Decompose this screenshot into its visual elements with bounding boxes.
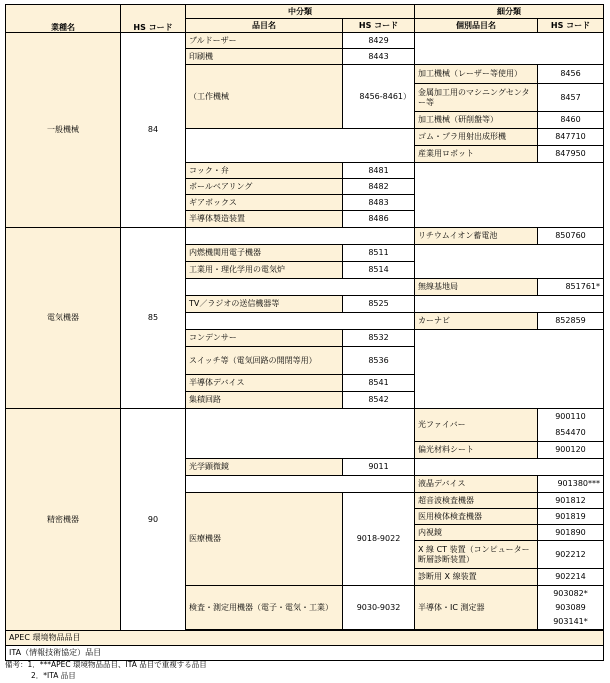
mid-hs: 8532 [343,330,415,347]
empty-cell [186,476,415,493]
note-line-1: 備考：1．***APEC 環境物品品目、ITA 品目で重複する品目 [5,660,207,669]
fine-item: 内視鏡 [415,525,538,541]
fine-hs: 847950 [538,146,604,163]
header-mid-category: 中分類 [186,5,415,19]
mid-item: コンデンサー [186,330,343,347]
mid-item: 集積回路 [186,392,343,409]
fine-hs: 851761* [538,279,604,296]
mid-hs: 8483 [343,195,415,211]
fine-hs-multi [538,586,604,630]
mid-hs: 9018-9022 [343,493,415,586]
fine-hs-multi [538,409,604,442]
mid-item: 医療機器 [186,493,343,586]
fine-hs: 901819 [538,509,604,525]
fine-item: 診断用 X 線装置 [415,569,538,586]
mid-hs: 9030-9032 [343,586,415,630]
mid-hs: 8481 [343,163,415,179]
empty-cell [415,296,604,313]
notes [5,659,207,681]
fine-hs: 900120 [538,442,604,459]
fine-hs: 8456 [538,65,604,84]
fine-hs: 901890 [538,525,604,541]
mid-item: ギアボックス [186,195,343,211]
mid-hs: 8542 [343,392,415,409]
fine-hs: 850760 [538,228,604,245]
mid-item: （工作機械 [186,65,343,129]
fine-item: 液晶デバイス [415,476,538,493]
hs-code-table [5,4,604,661]
fine-item: 加工機械（レーザー等使用） [415,65,538,84]
mid-item: コック・弁 [186,163,343,179]
fine-hs: 903089 [555,602,586,612]
header-fine-hs: HS コード [538,19,604,33]
empty-cell [415,245,604,279]
fine-hs: 902212 [538,541,604,569]
mid-item: ボールベアリング [186,179,343,195]
legend-apec: APEC 環境物品品目 [6,631,604,646]
empty-cell [415,330,604,409]
note-line-2: 2．*ITA 品目 [31,671,76,680]
section-precision-instruments: 精密機器 [6,409,121,631]
fine-item: 無線基地局 [415,279,538,296]
header-hs-code: HS コード [121,5,186,33]
fine-hs: 852859 [538,313,604,330]
mid-hs: 8443 [343,49,415,65]
mid-hs: 8541 [343,375,415,392]
section-precision-instruments-hs: 90 [121,409,186,631]
fine-item: リチウムイオン蓄電池 [415,228,538,245]
fine-hs: 900110 [555,412,586,421]
fine-item: 偏光材料シート [415,442,538,459]
empty-cell [186,279,415,296]
mid-hs: 8536 [343,347,415,375]
mid-hs: 8486 [343,211,415,228]
mid-item: 検査・測定用機器（電子・電気・工業） [186,586,343,630]
mid-item: 光学顕微鏡 [186,459,343,476]
mid-hs: 8525 [343,296,415,313]
fine-hs: 901380*** [538,476,604,493]
fine-hs: 903141* [553,616,588,626]
mid-hs: 8514 [343,262,415,279]
mid-item: 印刷機 [186,49,343,65]
mid-hs: 8429 [343,33,415,49]
mid-item: 半導体デバイス [186,375,343,392]
mid-item: 半導体製造装置 [186,211,343,228]
fine-item: カーナビ [415,313,538,330]
fine-hs: 8460 [538,112,604,129]
empty-cell [186,409,415,459]
section-electrical-equipment-hs: 85 [121,228,186,409]
header-industry: 業種名 [6,5,121,33]
fine-hs: 901812 [538,493,604,509]
mid-hs: 9011 [343,459,415,476]
fine-hs: 902214 [538,569,604,586]
fine-item: 超音波検査機器 [415,493,538,509]
fine-item: 半導体・IC 測定器 [415,586,538,630]
empty-cell [186,129,415,163]
header-mid-hs: HS コード [343,19,415,33]
empty-cell [415,33,604,65]
fine-item: 加工機械（研削盤等） [415,112,538,129]
empty-cell [186,228,415,245]
mid-hs: 8482 [343,179,415,195]
mid-item: TV／ラジオの送信機器等 [186,296,343,313]
fine-item: 光ファイバー [415,409,538,442]
table-container [5,4,604,661]
mid-hs: 8456-8461） [343,65,415,129]
empty-cell [415,459,604,476]
fine-hs: 854470 [555,428,586,437]
mid-item: 工業用・理化学用の電気炉 [186,262,343,279]
header-mid-item: 品目名 [186,19,343,33]
fine-item: 金属加工用のマシニングセンター等 [415,84,538,112]
mid-item: 内燃機関用電子機器 [186,245,343,262]
fine-hs: 847710 [538,129,604,146]
header-fine-category: 細分類 [415,5,604,19]
section-general-machinery-hs: 84 [121,33,186,228]
empty-cell [186,313,415,330]
fine-item: X 線 CT 装置（コンピューター断層診断装置） [415,541,538,569]
mid-item: ブルドーザー [186,33,343,49]
section-electrical-equipment: 電気機器 [6,228,121,409]
mid-hs: 8511 [343,245,415,262]
header-fine-item: 個別品目名 [415,19,538,33]
fine-hs: 903082* [553,588,588,598]
section-general-machinery: 一般機械 [6,33,121,228]
empty-cell [415,163,604,228]
legend-ita: ITA（情報技術協定）品目 [6,646,604,661]
fine-item: 医用検体検査機器 [415,509,538,525]
fine-hs: 8457 [538,84,604,112]
mid-item: スイッチ等（電気回路の開閉等用） [186,347,343,375]
fine-item: ゴム・プラ用射出成形機 [415,129,538,146]
fine-item: 産業用ロボット [415,146,538,163]
